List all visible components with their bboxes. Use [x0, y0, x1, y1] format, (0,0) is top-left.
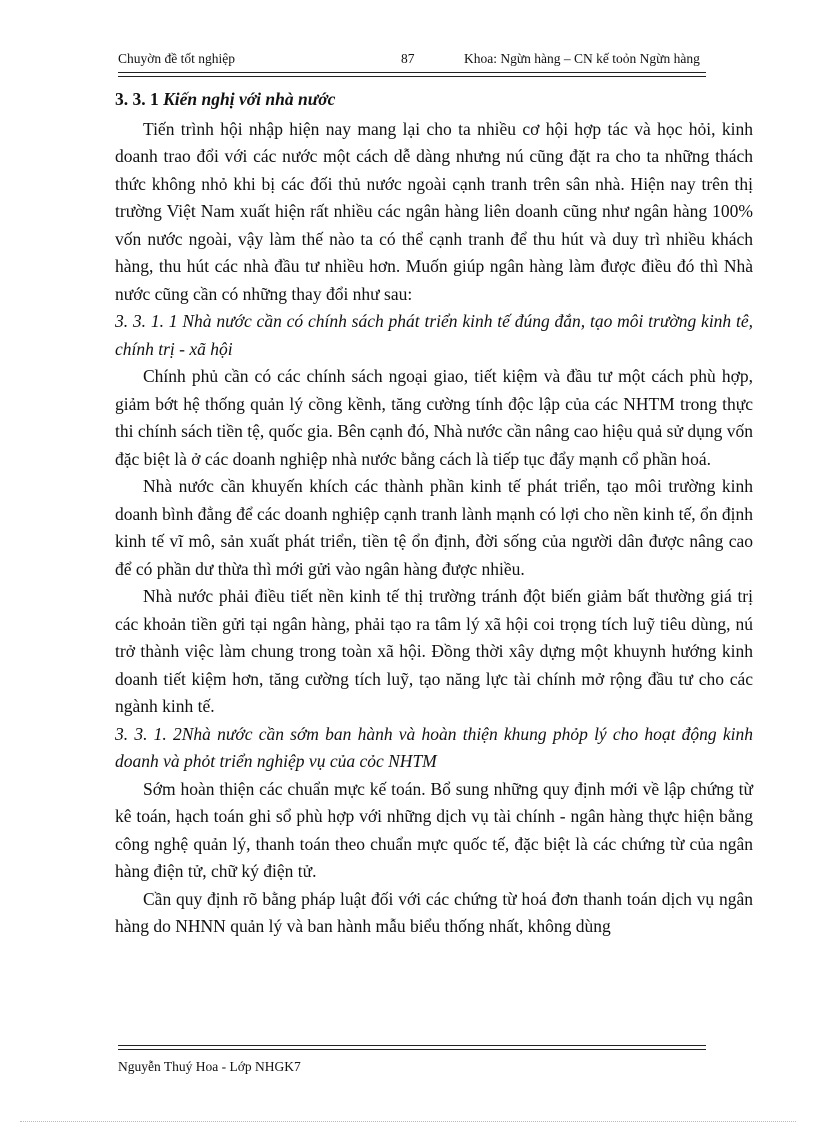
- header-thesis-title: Chuyờn đề tốt nghiệp: [118, 51, 236, 66]
- page-number: 87: [401, 51, 415, 66]
- subsection-1-heading: 3. 3. 1. 1 Nhà nước cần có chính sách phát triển kinh tế đúng đắn, tạo môi trường kinh tê, chính trị - xã hội: [115, 311, 753, 359]
- footer-rule: [118, 1045, 706, 1050]
- page-header: [118, 50, 740, 68]
- subsection-1-paragraph-3: Nhà nước phải điều tiết nền kinh tế thị trường tránh đột biến giảm bất thường giá trị các khoản tiền gửi tại ngân hàng, phải tạo ra tâm lý xã hội coi trọng tích luỹ tiêu dùng, nú trở thành việc làm chung trong toàn xã hội. Đồng thời xây dựng một khuynh hướng kinh doanh tiết kiệm hơn, tăng cường tích luỹ, tạo năng lực tài chính mở rộng đầu tư cho các ngành kinh tế.: [115, 586, 753, 716]
- footer-author: Nguyễn Thuý Hoa - Lớp NHGK7: [118, 1059, 301, 1074]
- subsection-2-paragraph-2: Cần quy định rõ bằng pháp luật đối với các chứng từ hoá đơn thanh toán dịch vụ ngân hàng do NHNN quản lý và ban hành mẫu biểu thống nhất, không dùng: [115, 888, 753, 936]
- page-edge-dotted-line: [20, 1121, 796, 1122]
- header-rule: [118, 72, 706, 77]
- page-body: [115, 86, 753, 941]
- section-title: Kiến nghị với nhà nước: [163, 89, 336, 109]
- section-heading: [115, 86, 753, 114]
- subsection-1-paragraph-2: Nhà nước cần khuyến khích các thành phần kinh tế phát triển, tạo môi trường kinh doanh bình đẳng để các doanh nghiệp cạnh tranh lành mạnh có lợi cho nền kinh tế, ổn định kinh tế vĩ mô, sản xuất phát triển, tiền tệ ổn định, đời sống của người dân được nâng cao để có phần dư thừa thì mới gửi vào ngân hàng được nhiều.: [115, 476, 753, 579]
- subsection-2-paragraph-1: Sớm hoàn thiện các chuẩn mực kế toán. Bổ sung những quy định mới về lập chứng từ kê toán, hạch toán ghi sổ phù hợp với những dịch vụ tài chính - ngân hàng thực hiện bằng công nghệ quản lý, thanh toán theo chuẩn mực quốc tế, đặc biệt là các chứng từ của ngân hàng điện tử, chữ ký điện tử.: [115, 778, 753, 881]
- section-number: 3. 3. 1: [115, 89, 159, 109]
- subsection-1-paragraph-1: Chính phủ cần có các chính sách ngoại giao, tiết kiệm và đầu tư một cách phù hợp, giảm bớt hệ thống quản lý cồng kềnh, tăng cường tính độc lập của các NHTM trong thực thi chính sách tiền tệ, quốc gia. Bên cạnh đó, Nhà nước cần nâng cao hiệu quả sử dụng vốn đặc biệt là ở các doanh nghiệp nhà nước bằng cách là tiếp tục đẩy mạnh cổ phần hoá.: [115, 366, 753, 469]
- header-faculty: Khoa: Ngừn hàng – CN kế toỏn Ngừn hàng: [464, 51, 700, 66]
- section-intro-paragraph: Tiến trình hội nhập hiện nay mang lại cho ta nhiều cơ hội hợp tác và học hỏi, kinh doanh trao đổi với các nước một cách dễ dàng nhưng nú cũng đặt ra cho ta những thách thức không nhỏ khi bị các đối thủ nước ngoài cạnh tranh trên sân nhà. Hiện nay trên thị trường Việt Nam xuất hiện rất nhiều các ngân hàng liên doanh cũng như ngân hàng 100% vốn nước ngoài, vậy làm thế nào ta có thể cạnh tranh để thu hút và duy trì nhiều khách hàng, thu hút các nhà đầu tư nhiều hơn. Muốn giúp ngân hàng làm được điều đó thì Nhà nước cũng cần có những thay đổi như sau:: [115, 118, 753, 304]
- subsection-2-heading: 3. 3. 1. 2Nhà nước cần sớm ban hành và hoàn thiện khung phỏp lý cho hoạt động kinh doanh và phỏt triển nghiệp vụ của cỏc NHTM: [115, 723, 753, 771]
